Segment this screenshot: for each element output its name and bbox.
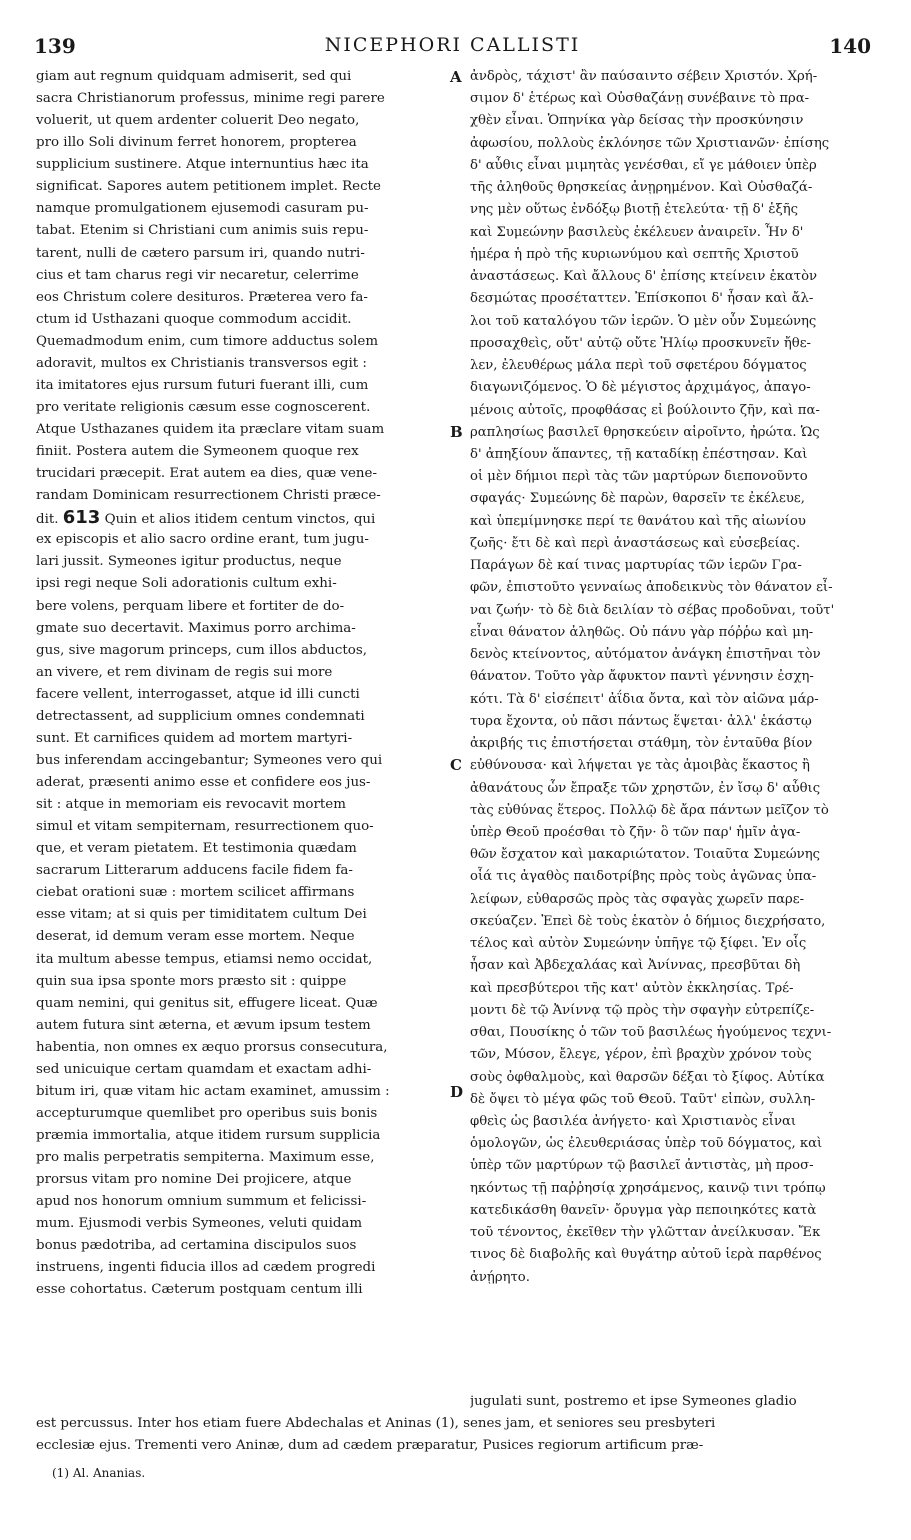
- text-line: significat. Sapores autem petitionem implet. Recte: [36, 179, 381, 195]
- text-line: esse cohortatus. Cæterum postquam centum illi: [36, 1282, 363, 1298]
- text-line: προσαχθεὶς, οὔτ' αὐτῷ οὔτε Ἡλίῳ προσκυνεῖν ἤθε-: [470, 335, 812, 351]
- page-number-right: 140: [829, 34, 871, 58]
- text-line: ita imitatores ejus rursum futuri fuerant illi, cum: [36, 377, 369, 393]
- full-line-2: est percussus. Inter hos etiam fuere Abdechalas et Aninas (1), senes jam, et seniores seu presbyteri: [36, 1416, 716, 1431]
- text-line: sacrarum Litterarum adducens facile fidem fa-: [36, 863, 353, 879]
- text-line: ex episcopis et alio sacro ordine erant, tum jugu-: [36, 532, 369, 548]
- text-line: bitum iri, quæ vitam hic actam examinet, amussim :: [36, 1083, 390, 1099]
- text-line: simul et vitam sempiternam, resurrectionem quo-: [36, 819, 374, 835]
- text-line: καὶ πρεσβύτεροι τῆς κατ' αὐτὸν ἐκκλησίας. Τρέ-: [470, 980, 794, 996]
- text-line: habentia, non omnes ex æquo prorsus consecutura,: [36, 1039, 388, 1055]
- text-line: ipsi regi neque Soli adorationis cultum exhi-: [36, 576, 337, 592]
- text-line: καὶ Συμεώνην βασιλεὺς ἐκέλευεν ἀναιρεῖν. Ἦν δ': [470, 224, 804, 240]
- text-line: τῶν, Μύσον, ἔλεγε, γέρον, ἐπὶ βραχὺν χρόνον τοὺς: [470, 1047, 812, 1063]
- text-line: bere volens, perquam libere et fortiter de do-: [36, 598, 345, 614]
- text-line: θάνατον. Τοῦτο γὰρ ἄφυκτον παντὶ γέννησιν ἐσχη-: [470, 669, 814, 685]
- text-line: instruens, ingenti fiducia illos ad cædem progredi: [36, 1260, 376, 1276]
- text-line: dit. 613 Quin et alios itidem centum vinctos, qui: [36, 507, 376, 529]
- text-line: quam nemini, qui genitus sit, effugere liceat. Quæ: [36, 995, 378, 1011]
- text-line: καὶ ὑπεμίμνησκε περί τε θανάτου καὶ τῆς αἰωνίου: [470, 513, 806, 529]
- text-line: οἷά τις ἀγαθὸς παιδοτρίβης πρὸς τοὺς ἀγῶνας ὑπα-: [470, 869, 817, 885]
- text-line: δενὸς κτείνοντος, αὐτόματον ἀνάγκη ἐπιστῆναι τὸν: [470, 647, 821, 663]
- text-line: præmia immortalia, atque itidem rursum supplicia: [36, 1128, 381, 1143]
- text-line: ἀθανάτους ὧν ἔπραξε τῶν χρηστῶν, ἐν ἴσῳ δ' αὖθις: [470, 780, 821, 796]
- text-line: εἶναι θάνατον ἀληθῶς. Οὐ πάνυ γὰρ πόῤῥω καὶ μη-: [470, 624, 814, 640]
- text-line: gus, sive magorum princeps, cum illos abductos,: [36, 642, 367, 658]
- text-line: τινος δὲ διαβολῆς καὶ θυγάτηρ αὐτοῦ ἱερὰ παρθένος: [470, 1247, 822, 1263]
- text-line: δὲ ὄψει τὸ μέγα φῶς τοῦ Θεοῦ. Ταῦτ' εἰπὼν, συλλη-: [470, 1091, 816, 1107]
- text-line: quin sua ipsa sponte mors præsto sit : quippe: [36, 973, 347, 989]
- text-line: δεσμώτας προσέταττεν. Ἐπίσκοποι δ' ἦσαν καὶ ἄλ-: [470, 291, 814, 307]
- text-line: κότι. Τὰ δ' εἰσέπειτ' ἀΐδια ὄντα, καὶ τὸν αἰῶνα μάρ-: [470, 691, 819, 707]
- text-line: namque promulgationem ejusemodi casuram pu-: [36, 201, 369, 217]
- text-line: σθαι, Πουσίκης ὁ τῶν τοῦ βασιλέως ἡγούμενος τεχνι-: [470, 1025, 832, 1041]
- text-line: φθεὶς ὡς βασιλέα ἀνήγετο· καὶ Χριστιανὸς εἶναι: [470, 1114, 797, 1130]
- full-line-1: jugulati sunt, postremo et ipse Symeones gladio: [470, 1394, 797, 1409]
- text-line: τυρα ἔχοντα, οὐ πᾶσι πάντως ἕψεται· ἀλλ' ἑκάστῳ: [470, 713, 812, 729]
- text-line: an vivere, et rem divinam de regis sui more: [36, 664, 333, 680]
- text-line: que, et veram pietatem. Et testimonia quædam: [36, 841, 357, 857]
- text-line: autem futura sint æterna, et ævum ipsum testem: [36, 1017, 371, 1033]
- text-line: facere vellent, interrogasset, atque id illi cuncti: [36, 686, 360, 702]
- text-line: ἀφωσίου, πολλοὺς ἐκλόνησε τῶν Χριστιανῶν· ἐπίσης: [470, 135, 830, 151]
- text-line: ciebat orationi suæ : mortem scilicet affirmans: [36, 885, 355, 901]
- text-line: ἀναστάσεως. Καὶ ἄλλους δ' ἐπίσης κτείνειν ἑκατὸν: [470, 269, 818, 285]
- text-line: detrectassent, ad supplicium omnes condemnati: [36, 708, 365, 724]
- section-marker-a: A: [450, 68, 462, 86]
- text-line: χθὲν εἶναι. Ὁπηνίκα γὰρ δείσας τὴν προσκύνησιν: [470, 113, 804, 129]
- text-line: ὁμολογῶν, ὡς ἐλευθεριάσας ὑπὲρ τοῦ δόγματος, καὶ: [470, 1136, 823, 1152]
- running-title: NICEPHORI CALLISTI: [324, 34, 581, 56]
- text-line: τοῦ τένοντος, ἐκεῖθεν τὴν γλῶτταν ἀνείλκυσαν. Ἔκ: [470, 1225, 821, 1241]
- text-line: ὑπὲρ τῶν μαρτύρων τῷ βασιλεῖ ἀντιστὰς, μὴ προσ-: [470, 1158, 814, 1174]
- text-line: σοὺς ὀφθαλμοὺς, καὶ θαρσῶν δέξαι τὸ ξίφος. Αὐτίκα: [470, 1069, 825, 1085]
- text-line: δ' αὖθις εἶναι μιμητὰς γενέσθαι, εἴ γε μάθοιεν ὑπὲρ: [470, 157, 817, 173]
- text-line: tabat. Etenim si Christiani cum animis suis repu-: [36, 223, 369, 239]
- text-line: εὐθύνουσα· καὶ λήψεται γε τὰς ἀμοιβὰς ἕκαστος ἢ: [470, 758, 810, 774]
- text-line: Atque Usthazanes quidem ita præclare vitam suam: [36, 422, 385, 437]
- text-line: pro veritate religionis cæsum esse cognoscerent.: [36, 399, 371, 415]
- text-line: gmate suo decertavit. Maximus porro archima-: [36, 620, 356, 636]
- page-number-left: 139: [34, 34, 76, 58]
- text-line: finiit. Postera autem die Symeonem quoque rex: [36, 444, 359, 460]
- text-line: adoravit, multos ex Christianis transversos egit :: [36, 355, 367, 371]
- text-line: τῆς ἀληθοῦς θρησκείας ἀνῃρημένον. Καὶ Οὐσθαζά-: [470, 180, 813, 196]
- text-line: οἱ μὲν δήμιοι περὶ τὰς τῶν μαρτύρων διεπονοῦντο: [470, 469, 808, 485]
- text-line: λείφων, εὐθαρσῶς πρὸς τὰς σφαγὰς χωρεῖν παρε-: [470, 891, 805, 907]
- text-line: eos Christum colere desituros. Præterea vero fa-: [36, 289, 368, 305]
- text-line: νης μὲν οὕτως ἐνδόξῳ βιοτῇ ἐτελεύτα· τῇ δ' ἑξῆς: [470, 202, 799, 218]
- text-line: sed unicuique certam quamdam et exactam adhi-: [36, 1061, 372, 1077]
- text-line: bonus pædotriba, ad certamina discipulos suos: [36, 1238, 357, 1254]
- text-line: giam aut regnum quidquam admiserit, sed qui: [36, 69, 352, 84]
- text-line: ζωῆς· ἔτι δὲ καὶ περὶ ἀναστάσεως καὶ εὐσεβείας.: [470, 535, 801, 551]
- text-line: bus inferendam accingebantur; Symeones vero qui: [36, 752, 383, 768]
- text-line: σφαγάς· Συμεώνης δὲ παρὼν, θαρσεῖν τε ἐκέλευε,: [470, 491, 805, 507]
- text-line: δ' ἀπηξίουν ἅπαντες, τῇ καταδίκῃ ἐπέστησαν. Καὶ: [470, 446, 808, 462]
- text-line: ctum id Usthazani quoque commodum accidit.: [36, 311, 352, 327]
- text-line: θῶν ἔσχατον καὶ μακαριώτατον. Τοιαῦτα Συμεώνης: [470, 847, 820, 863]
- text-line: διαγωνιζόμενος. Ὁ δὲ μέγιστος ἀρχιμάγος, ἀπαγο-: [470, 380, 811, 396]
- text-line: μένοις αὐτοῖς, προφθάσας εἰ βούλοιντο ζῆν, καὶ πα-: [470, 402, 820, 418]
- text-line: tarent, nulli de cætero parsum iri, quando nutri-: [36, 245, 365, 261]
- text-line: sunt. Et carnifices quidem ad mortem martyri-: [36, 730, 353, 746]
- text-line: lari jussit. Symeones igitur productus, neque: [36, 554, 342, 570]
- text-line: ἀνῄρητο.: [470, 1269, 530, 1285]
- section-marker-c: C: [450, 756, 462, 774]
- text-line: ita multum abesse tempus, etiamsi nemo occidat,: [36, 951, 373, 967]
- text-line: ραπλησίως βασιλεῖ θρησκεύειν αἱροῖντο, ἠρώτα. Ὡς: [470, 424, 820, 440]
- text-line: voluerit, ut quem ardenter coluerit Deo negato,: [36, 113, 360, 129]
- text-line: ναι ζωήν· τὸ δὲ διὰ δειλίαν τὸ σέβας προδοῦναι, τοῦτ': [470, 602, 835, 618]
- latin-column: [36, 66, 444, 1391]
- text-line: randam Dominicam resurrectionem Christi præce-: [36, 488, 381, 504]
- text-line: ἦσαν καὶ Ἀβδεχαλάας καὶ Ἀνίννας, πρεσβῦται δὴ: [470, 958, 801, 974]
- section-marker-b: B: [450, 423, 463, 441]
- text-line: σιμον δ' ἑτέρως καὶ Οὐσθαζάνῃ συνέβαινε τὸ πρα-: [470, 91, 810, 107]
- text-line: τέλος καὶ αὐτὸν Συμεώνην ὑπῆγε τῷ ξίφει. Ἐν οἷς: [470, 936, 807, 952]
- text-line: pro malis perpetratis sempiterna. Maximum esse,: [36, 1150, 375, 1166]
- text-line: λοι τοῦ καταλόγου τῶν ἱερῶν. Ὁ μὲν οὖν Συμεώνης: [470, 313, 817, 329]
- text-line: prorsus vitam pro nomine Dei projicere, atque: [36, 1172, 352, 1188]
- text-line: ηκόντως τῇ παῤῥησίᾳ χρησάμενος, καινῷ τινι τρόπῳ: [470, 1180, 826, 1196]
- text-line: sit : atque in memoriam eis revocavit mortem: [36, 797, 346, 813]
- text-line: κατεδικάσθη θανεῖν· ὄρυγμα γὰρ πεποιηκότες κατὰ: [470, 1202, 817, 1218]
- text-line: Quemadmodum enim, cum timore adductus solem: [36, 333, 379, 349]
- text-line: mum. Ejusmodi verbis Symeones, veluti quidam: [36, 1216, 363, 1232]
- text-line: ὑπὲρ Θεοῦ προέσθαι τὸ ζῆν· ὃ τῶν παρ' ἡμῖν ἀγα-: [470, 824, 801, 840]
- text-line: σκεύαζεν. Ἐπεὶ δὲ τοὺς ἑκατὸν ὁ δήμιος διεχρήσατο,: [470, 913, 826, 929]
- text-line: cius et tam charus regi vir necaretur, celerrime: [36, 267, 359, 283]
- full-line-3: ecclesiæ ejus. Trementi vero Aninæ, dum ad cædem præparatur, Pusices regiorum artificum præ-: [36, 1438, 704, 1453]
- text-line: ἡμέρα ἡ πρὸ τῆς κυριωνύμου καὶ σεπτῆς Χριστοῦ: [470, 246, 799, 262]
- text-line: trucidari præcepit. Erat autem ea dies, quæ vene-: [36, 466, 378, 482]
- text-line: deserat, id demum veram esse mortem. Neque: [36, 929, 355, 945]
- text-line: supplicium sustinere. Atque internuntius hæc ita: [36, 157, 369, 173]
- footnote: (1) Al. Ananias.: [52, 1466, 146, 1480]
- text-line: ἀκριβής τις ἐπιστήσεται στάθμη, τὸν ἐνταῦθα βίον: [470, 736, 813, 752]
- column-number: 613: [62, 507, 101, 529]
- text-line: pro illo Soli divinum ferret honorem, propterea: [36, 135, 357, 151]
- section-marker-d: D: [450, 1083, 464, 1101]
- text-line: sacra Christianorum professus, minime regi parere: [36, 91, 385, 107]
- text-line: accepturumque quemlibet pro operibus suis bonis: [36, 1105, 378, 1121]
- text-line: apud nos honorum omnium summum et felicissi-: [36, 1194, 367, 1210]
- text-line: μοντι δὲ τῷ Ἀνίννᾳ τῷ πρὸς τὴν σφαγὴν εὐτρεπίζε-: [470, 1002, 815, 1018]
- text-line: Παράγων δὲ καί τινας μαρτυρίας τῶν ἱερῶν Γρα-: [470, 558, 802, 574]
- greek-column: [470, 66, 882, 1401]
- text-line: ἀνδρὸς, τάχιστ' ἂν παύσαιντο σέβειν Χριστόν. Χρή-: [470, 69, 818, 84]
- text-line: τὰς εὐθύνας ἕτερος. Πολλῷ δὲ ἄρα πάντων μεῖζον τὸ: [470, 802, 829, 818]
- text-line: esse vitam; at si quis per timiditatem cultum Dei: [36, 907, 367, 923]
- text-line: λεν, ἐλευθέρως μάλα περὶ τοῦ σφετέρου δόγματος: [470, 358, 807, 374]
- text-line: aderat, præsenti animo esse et confidere eos jus-: [36, 775, 371, 790]
- text-line: φῶν, ἐπιστοῦτο γενναίως ἀποδεικνὺς τὸν θάνατον εἶ-: [470, 580, 833, 596]
- running-header: [34, 34, 871, 62]
